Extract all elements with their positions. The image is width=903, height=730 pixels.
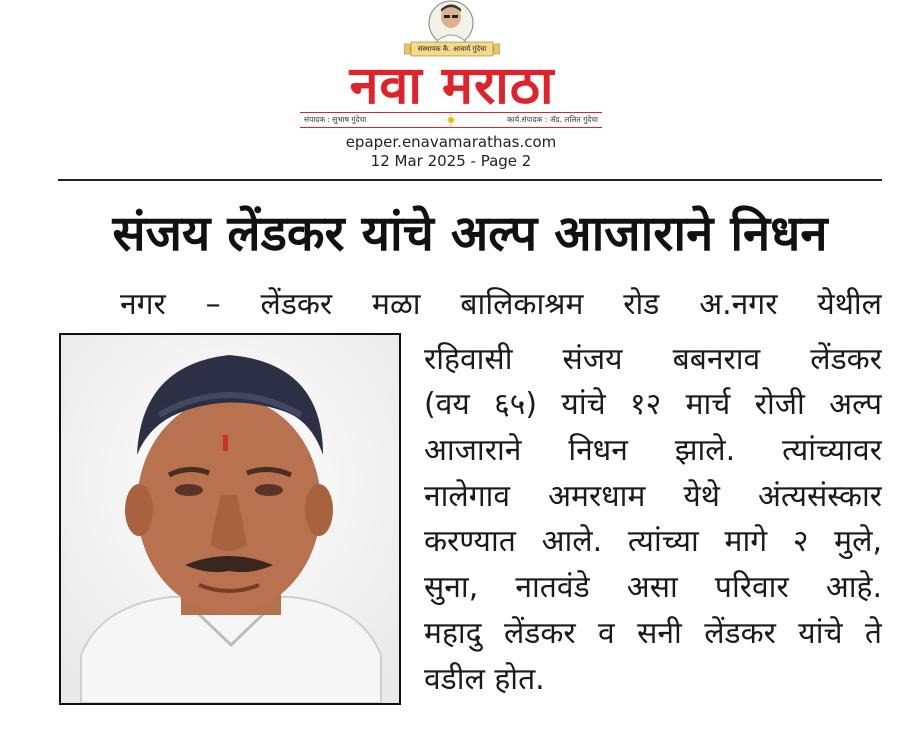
executive-editor-name: कार्य.संपादक : ॲड. ललित गुंदेचा [507,115,598,124]
founder-caption: संस्थापक कै. आचार्य गुंदेचा [417,45,487,53]
article-line: रहिवासी संजय बबनराव लेंडकर [424,342,882,377]
newspaper-logo: नवा मराठा [349,56,555,116]
article-headline: संजय लेंडकर यांचे अल्प आजाराने निधन [112,205,828,262]
article-line: (वय ६५) यांचे १२ मार्च रोजी अल्प [424,387,882,422]
person-photo [59,333,401,705]
article-line: आजाराने निधन झाले. त्यांच्यावर [424,433,882,468]
editor-bar [300,112,602,128]
article-line: नालेगाव अमरधाम येथे अंत्यसंस्कार [424,479,882,514]
article-line: महादु लेंडकर व सनी लेंडकर यांचे ते [424,616,882,651]
source-url[interactable]: epaper.enavamarathas.com [345,133,557,151]
article-line: करण्यात आले. त्यांच्या मागे २ मुले, [424,524,882,559]
article-line: वडील होत. [424,662,545,697]
article-line: नगर – लेंडकर मळा बालिकाश्रम रोड अ.नगर येथील [120,287,882,322]
article-line: सुना, नातवंडे असा परिवार आहे. [424,570,882,605]
editor-name: संपादक : सुभाष गुंदेचा [304,115,367,124]
sun-icon [445,114,457,126]
divider [58,179,882,181]
date-page: 12 Mar 2025 - Page 2 [370,152,532,170]
source-info [300,133,602,171]
masthead [0,0,903,180]
